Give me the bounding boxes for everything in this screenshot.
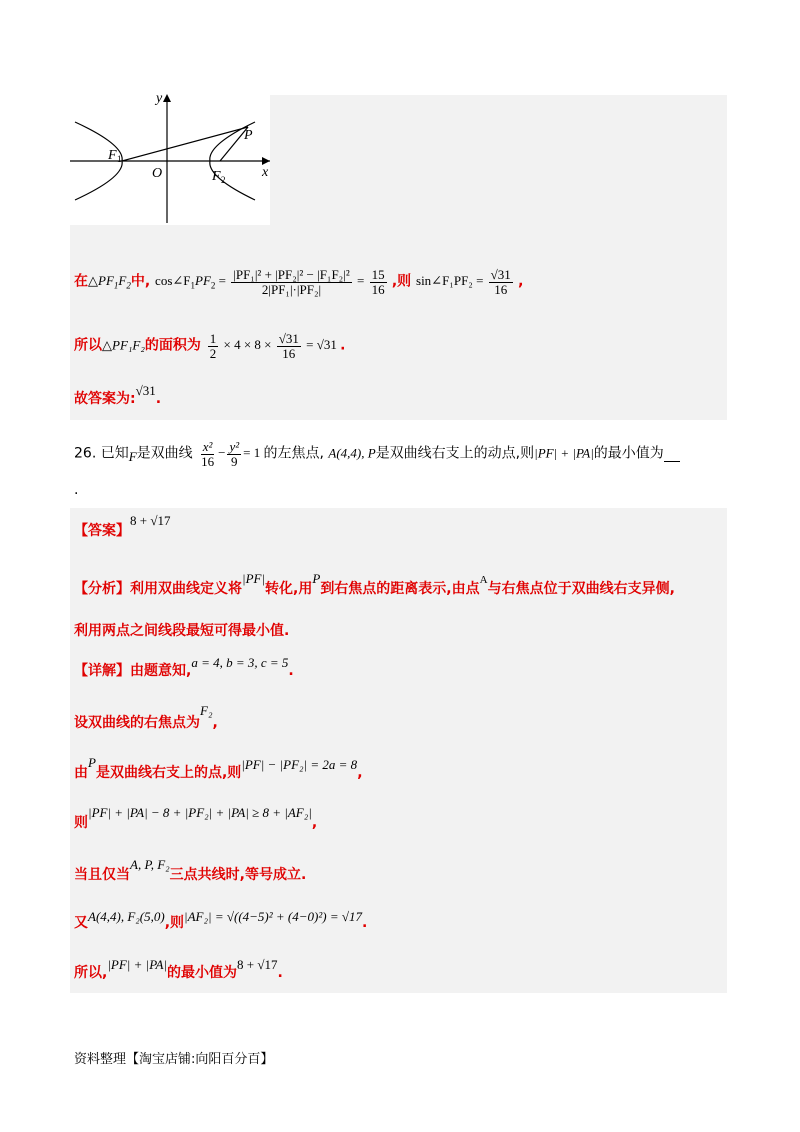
a26-step2-a: 由 bbox=[74, 765, 88, 781]
a26-step4-b: 三点共线时,等号成立. bbox=[169, 867, 307, 883]
q26-text-a: 已知 bbox=[100, 445, 129, 462]
hyperbola-figure bbox=[70, 90, 275, 225]
a26-step3-a: 则 bbox=[74, 815, 88, 831]
s25-l2-mid: 的面积为 bbox=[144, 337, 201, 354]
label-o: O bbox=[152, 166, 163, 181]
label-p: P bbox=[244, 128, 253, 143]
q26-period: . bbox=[74, 482, 79, 498]
a26-analysis-A: A bbox=[479, 574, 488, 586]
s25-l1-then: ,则 bbox=[391, 273, 412, 290]
a26-step5-a: 又 bbox=[74, 915, 88, 931]
a26-step5-pts: A(4,4), F₂(5,0) bbox=[88, 909, 165, 924]
q26-text-b: 是双曲线 bbox=[136, 445, 193, 462]
a26-step6-end: . bbox=[277, 965, 283, 981]
a26-step4-pts: A, P, F₂ bbox=[130, 857, 170, 872]
a26-analysis-d: 与右焦点位于双曲线右支异侧, bbox=[487, 581, 675, 597]
a26-tag-detail: 【详解】 bbox=[74, 663, 130, 679]
a26-analysis-p: P bbox=[312, 571, 321, 586]
a26-step2-end: , bbox=[357, 765, 363, 781]
a26-step5-end: . bbox=[362, 915, 368, 931]
a26-step6 bbox=[74, 957, 283, 982]
a26-step2-b: 是双曲线右支上的点,则 bbox=[95, 765, 242, 781]
a26-step5-b: ,则 bbox=[164, 915, 185, 931]
a26-answer-value: 8 + √17 bbox=[130, 513, 171, 528]
label-y: y bbox=[156, 91, 163, 106]
a26-step5 bbox=[74, 909, 368, 932]
s25-l1-cos: $\cos\angle F_1PF_2$ = $\frac{\text{|PF₁|² + |PF₂|² − |F₁F₂|²}}{\text{2|PF₁|·|PF₂|}}$ = $\frac{15}{16}$ bbox=[155, 267, 385, 297]
q26-text-d: 是双曲线右支上的动点,则 bbox=[375, 445, 535, 462]
a26-step1-end: , bbox=[212, 715, 218, 731]
q26-expr: |PF| + |PA| bbox=[534, 445, 594, 461]
segment-f1-p bbox=[122, 127, 248, 161]
q26-text-c: 的左焦点, bbox=[263, 445, 324, 462]
s25-l2-tri: △PF₁F₂ bbox=[102, 337, 145, 353]
q26-equation: $\frac{\text{x²}}{16}$ − $\frac{\text{y²}}{9}$ = 1 bbox=[201, 439, 261, 469]
y-axis-arrow bbox=[163, 94, 171, 102]
s25-l2-prefix: 所以 bbox=[74, 337, 102, 354]
a26-step3-eq: |PF| + |PA| − 8 + |PF₂| + |PA| ≥ 8 + |AF₂| bbox=[88, 805, 312, 820]
a26-analysis-pf: |PF| bbox=[242, 571, 266, 586]
s25-l1-end: , bbox=[518, 273, 524, 290]
solution-25-shade bbox=[70, 225, 727, 420]
solution25-line3 bbox=[74, 383, 162, 408]
s25-l1-tri: $\triangle PF_1F_2$ bbox=[88, 273, 131, 292]
q26-blank bbox=[664, 445, 680, 462]
figure-shade bbox=[270, 95, 727, 225]
a26-analysis-b: 转化,用 bbox=[265, 581, 313, 597]
a26-step4 bbox=[74, 857, 307, 884]
a26-step6-val: 8 + √17 bbox=[236, 957, 278, 972]
label-x: x bbox=[262, 165, 269, 180]
q26-number: 26. bbox=[74, 445, 97, 462]
a26-analysis-a: 利用双曲线定义将 bbox=[130, 581, 242, 597]
label-f2-sub: 2 bbox=[221, 175, 226, 185]
a26-detail-a: 由题意知, bbox=[130, 663, 192, 679]
a26-tag-answer: 【答案】 bbox=[74, 523, 130, 539]
a26-step2-p: P bbox=[88, 755, 96, 770]
a26-analysis-line1 bbox=[74, 571, 675, 598]
question26 bbox=[74, 440, 680, 469]
solution25-line1 bbox=[74, 268, 523, 297]
a26-detail-abc: a = 4, b = 3, c = 5 bbox=[191, 655, 289, 670]
footer-text: 资料整理【淘宝店铺:向阳百分百】 bbox=[74, 1052, 274, 1067]
q26-point-a: A(4,4), P bbox=[328, 445, 376, 461]
a26-step5-eq: |AF₂| = √((4−5)² + (4−0)²) = √17 bbox=[184, 909, 362, 924]
s25-l2-expr: $\frac{1}{2}$ × 4 × 8 × $\frac{√31}{16}$ = √31 bbox=[209, 331, 337, 361]
a26-step3 bbox=[74, 805, 318, 832]
s25-l1-mid: 中, bbox=[130, 273, 151, 290]
a26-answer-line bbox=[74, 513, 171, 540]
a26-step1-f2: F₂ bbox=[200, 703, 213, 718]
a26-detail-line bbox=[74, 655, 294, 680]
q26-var-f: F bbox=[128, 449, 137, 465]
s25-l3-end: . bbox=[155, 391, 162, 407]
a26-analysis-line2: 利用两点之间线段最短可得最小值. bbox=[74, 623, 290, 639]
solution25-line2 bbox=[74, 332, 345, 361]
a26-step1-a: 设双曲线的右焦点为 bbox=[74, 715, 200, 731]
s25-l1-prefix: 在 bbox=[74, 273, 88, 290]
label-f1-sub: 1 bbox=[117, 154, 122, 164]
label-f2: F bbox=[212, 169, 221, 184]
a26-step6-a: 所以, bbox=[74, 965, 108, 981]
s25-l2-end: . bbox=[340, 337, 346, 354]
s25-l1-sin: sin∠F₁PF₂ = $\frac{√31}{16}$ bbox=[416, 267, 511, 297]
a26-step1 bbox=[74, 703, 218, 732]
a26-tag-analysis: 【分析】 bbox=[74, 581, 130, 597]
a26-step3-end: , bbox=[311, 815, 318, 831]
x-axis-arrow bbox=[262, 157, 270, 165]
a26-analysis-c: 到右焦点的距离表示,由点 bbox=[320, 581, 480, 597]
a26-step6-b: 的最小值为 bbox=[166, 965, 237, 981]
a26-step2 bbox=[74, 755, 363, 782]
a26-step6-expr: |PF| + |PA| bbox=[107, 957, 167, 972]
s25-l3-value: √31 bbox=[135, 383, 156, 398]
label-f1: F bbox=[108, 148, 117, 163]
a26-detail-end: . bbox=[288, 663, 294, 679]
a26-step2-eq: |PF| − |PF₂| = 2a = 8 bbox=[241, 757, 358, 772]
a26-step4-a: 当且仅当 bbox=[74, 867, 130, 883]
q26-text-e: 的最小值为 bbox=[593, 445, 664, 462]
s25-l3-prefix: 故答案为: bbox=[74, 391, 136, 407]
